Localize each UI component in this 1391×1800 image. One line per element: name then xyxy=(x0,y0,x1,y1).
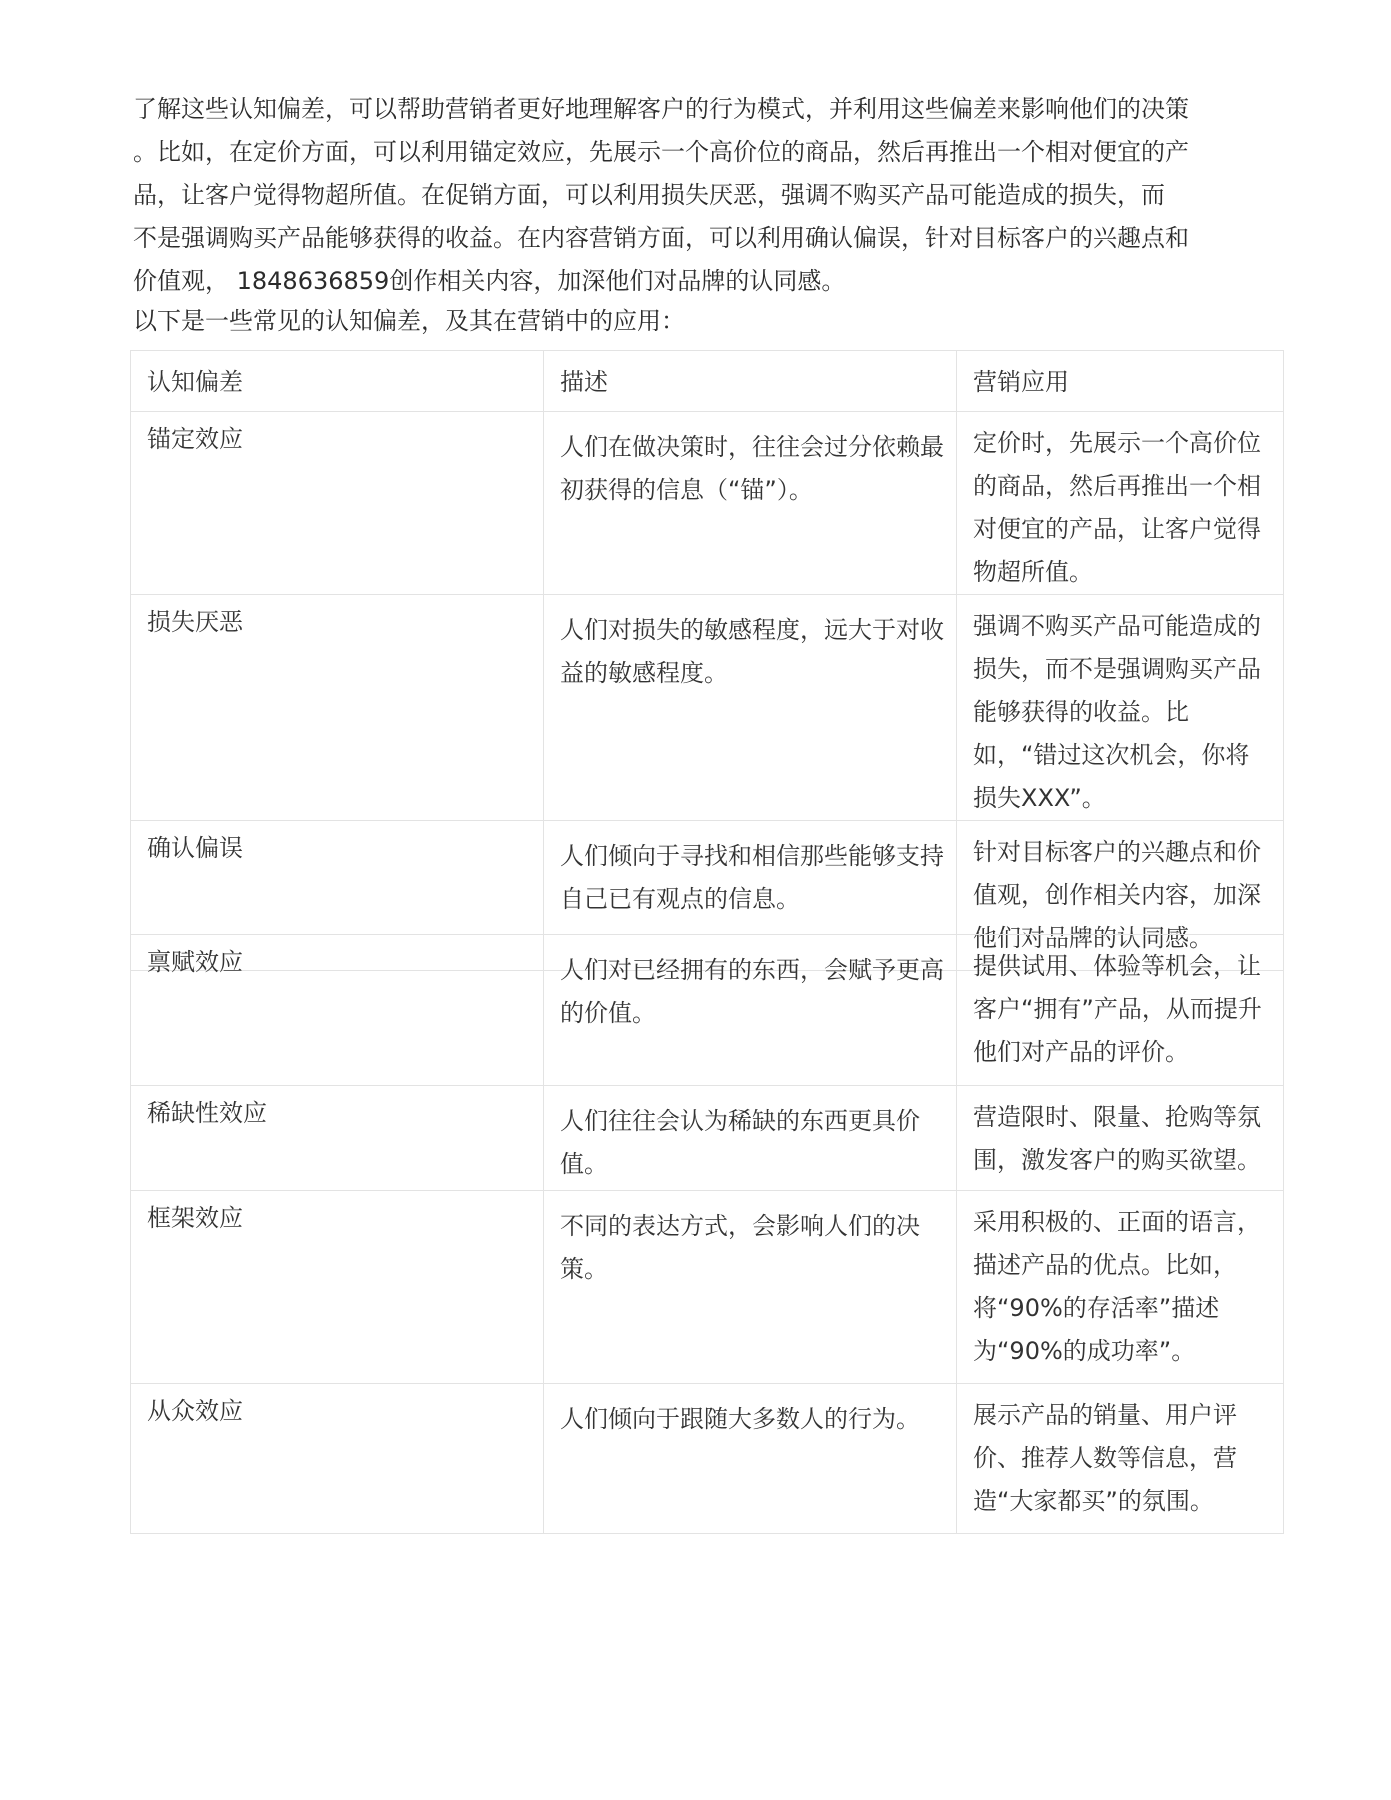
cell-bias: 从众效应 xyxy=(131,1384,544,1534)
cell-description: 人们倾向于寻找和相信那些能够支持自己已有观点的信息。 xyxy=(544,821,957,971)
table-lead-text: 以下是一些常见的认知偏差，及其在营销中的应用： xyxy=(133,307,685,335)
cell-marketing: 定价时，先展示一个高价位的商品，然后再推出一个相对便宜的产品，让客户觉得物超所值。 xyxy=(957,412,1284,595)
cell-marketing: 针对目标客户的兴趣点和价值观，创作相关内容，加深他们对品牌的认同感。 xyxy=(957,821,1284,971)
table-row xyxy=(131,412,1284,595)
cell-marketing: 展示产品的销量、用户评价、推荐人数等信息，营造“大家都买”的氛围。 xyxy=(957,1384,1284,1534)
header-marketing: 营销应用 xyxy=(957,351,1284,412)
table-row xyxy=(131,1384,1284,1534)
header-description: 描述 xyxy=(544,351,957,412)
cell-description: 人们对损失的敏感程度，远大于对收益的敏感程度。 xyxy=(544,595,957,821)
cell-bias: 禀赋效应 xyxy=(131,935,544,1086)
cell-description: 人们对已经拥有的东西，会赋予更高的价值。 xyxy=(544,935,957,1086)
intro-line: 了解这些认知偏差，可以帮助营销者更好地理解客户的行为模式，并利用这些偏差来影响他们的决策 xyxy=(133,95,1189,123)
cell-marketing: 营造限时、限量、抢购等氛围，激发客户的购买欲望。 xyxy=(957,1086,1284,1191)
cell-bias: 损失厌恶 xyxy=(131,595,544,821)
intro-line: 不是强调购买产品能够获得的收益。在内容营销方面，可以利用确认偏误，针对目标客户的兴趣点和 xyxy=(133,224,1189,252)
cell-marketing: 强调不购买产品可能造成的损失，而不是强调购买产品能够获得的收益。比如，“错过这次机会，你将损失XXX”。 xyxy=(957,595,1284,821)
cell-marketing: 采用积极的、正面的语言，描述产品的优点。比如，将“90%的存活率”描述为“90%的成功率”。 xyxy=(957,1191,1284,1384)
table-row xyxy=(131,595,1284,821)
cell-description: 人们倾向于跟随大多数人的行为。 xyxy=(544,1384,957,1534)
bias-table xyxy=(130,350,1284,971)
table-row xyxy=(131,935,1284,1086)
table-header-row xyxy=(131,351,1284,412)
header-bias: 认知偏差 xyxy=(131,351,544,412)
cell-bias: 锚定效应 xyxy=(131,412,544,595)
cell-marketing: 提供试用、体验等机会，让客户“拥有”产品，从而提升他们对产品的评价。 xyxy=(957,935,1284,1086)
cell-description: 人们往往会认为稀缺的东西更具价值。 xyxy=(544,1086,957,1191)
cell-description: 不同的表达方式，会影响人们的决策。 xyxy=(544,1191,957,1384)
intro-line: 。比如，在定价方面，可以利用锚定效应，先展示一个高价位的商品，然后再推出一个相对便宜的产 xyxy=(133,138,1189,166)
bias-table-continued xyxy=(130,934,1284,1534)
intro-line: 品，让客户觉得物超所值。在促销方面，可以利用损失厌恶，强调不购买产品可能造成的损失，而 xyxy=(133,181,1165,209)
cell-bias: 确认偏误 xyxy=(131,821,544,971)
cell-description: 人们在做决策时，往往会过分依赖最初获得的信息（“锚”）。 xyxy=(544,412,957,595)
table-row xyxy=(131,1191,1284,1384)
intro-paragraph xyxy=(133,88,1253,339)
intro-line: 价值观， 1848636859创作相关内容，加深他们对品牌的认同感。 xyxy=(133,267,846,295)
cell-bias: 稀缺性效应 xyxy=(131,1086,544,1191)
table-row xyxy=(131,1086,1284,1191)
cell-bias: 框架效应 xyxy=(131,1191,544,1384)
